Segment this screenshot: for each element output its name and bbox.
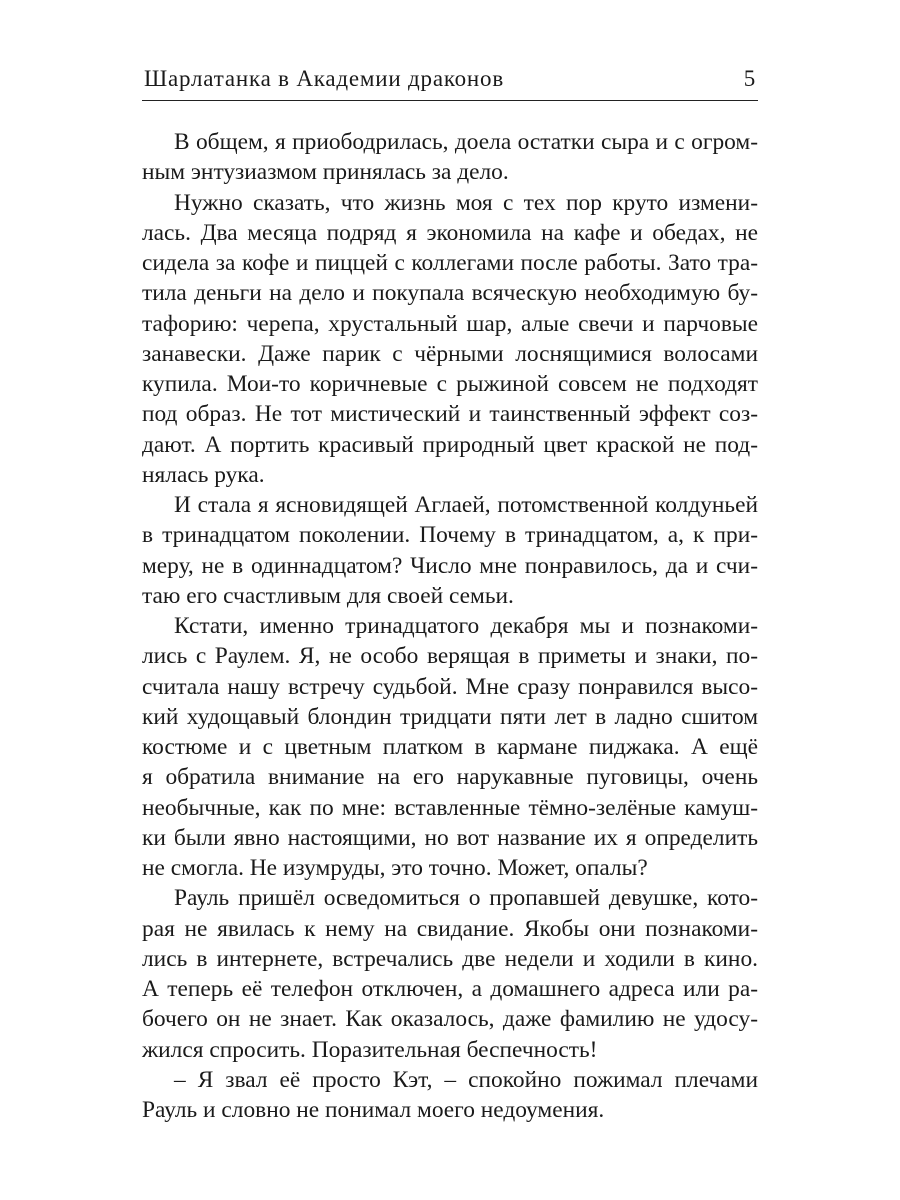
text-line: считала нашу встречу судьбой. Мне сразу понравился высо- xyxy=(142,673,758,700)
text-line: Рауль пришёл осведомиться о пропавшей девушке, кото- xyxy=(174,885,758,912)
text-line: костюме и с цветным платком в кармане пиджака. А ещё xyxy=(142,734,758,760)
paragraph xyxy=(142,1065,758,1126)
text-line: лась. Два месяца подряд я экономила на кафе и обедах, не xyxy=(142,219,758,246)
running-header xyxy=(142,66,758,101)
text-line: И стала я ясновидящей Аглаей, потомственной колдуньей xyxy=(174,492,758,518)
text-line: В общем, я приободрилась, доела остатки сыра и с огром- xyxy=(174,129,758,155)
text-line: – Я звал её просто Кэт, – спокойно пожимал плечами xyxy=(174,1066,758,1093)
text-line: лись с Раулем. Я, не особо верящая в приметы и знаки, по- xyxy=(142,643,758,670)
text-line: ки были явно настоящими, но вот название их я определить xyxy=(142,824,758,851)
text-line: в тринадцатом поколении. Почему в тринадцатом, а, к при- xyxy=(142,522,758,549)
paragraph xyxy=(142,883,758,1065)
text-line: Кстати, именно тринадцатого декабря мы и познакоми- xyxy=(174,613,758,639)
text-line: Нужно сказать, что жизнь моя с тех пор круто измени- xyxy=(174,189,758,216)
paragraph xyxy=(142,188,758,491)
text-line: под образ. Не тот мистический и таинственный эффект соз- xyxy=(142,401,758,428)
text-line: тила деньги на дело и покупала всяческую необходимую бу- xyxy=(142,280,758,307)
paragraph xyxy=(142,127,758,188)
text-line: тафорию: черепа, хрустальный шар, алые свечи и парчовые xyxy=(142,310,758,337)
text-line: сидела за кофе и пиццей с коллегами после работы. Зато тра- xyxy=(142,250,758,276)
text-line: жился спросить. Поразительная беспечность! xyxy=(142,1036,598,1063)
text-line: лись в интернете, встречались две недели и ходили в кино. xyxy=(142,945,758,972)
text-line: А теперь её телефон отключен, а домашнего адреса или ра- xyxy=(142,976,758,1002)
paragraph xyxy=(142,611,758,883)
body-text xyxy=(142,127,758,1125)
text-line: рая не явилась к нему на свидание. Якобы они познакоми- xyxy=(142,915,758,942)
text-line: таю его счастливым для своей семьи. xyxy=(142,582,514,609)
text-line: бочего он не знает. Как оказалось, даже фамилию не удосу- xyxy=(142,1006,758,1033)
text-line: дают. А портить красивый природный цвет краской не под- xyxy=(142,431,758,458)
text-line: не смогла. Не изумруды, это точно. Может, опалы? xyxy=(142,855,648,881)
text-line: меру, не в одиннадцатом? Число мне понравилось, да и счи- xyxy=(142,552,758,579)
page-number: 5 xyxy=(743,66,756,91)
text-line: нялась рука. xyxy=(142,461,265,488)
text-line: занавески. Даже парик с чёрными лоснящимися волосами xyxy=(142,340,758,367)
text-line: Рауль и словно не понимал моего недоумения. xyxy=(142,1097,605,1123)
text-line: я обратила внимание на его нарукавные пуговицы, очень xyxy=(142,764,758,791)
paragraph xyxy=(142,490,758,611)
book-title: Шарлатанка в Академии драконов xyxy=(144,66,505,91)
text-line: кий худощавый блондин тридцати пяти лет в ладно сшитом xyxy=(142,703,758,730)
text-line: необычные, как по мне: вставленные тёмно-зелёные камуш- xyxy=(142,794,758,821)
text-line: купила. Мои-то коричневые с рыжиной совсем не подходят xyxy=(142,371,758,397)
text-line: ным энтузиазмом принялась за дело. xyxy=(142,159,509,186)
